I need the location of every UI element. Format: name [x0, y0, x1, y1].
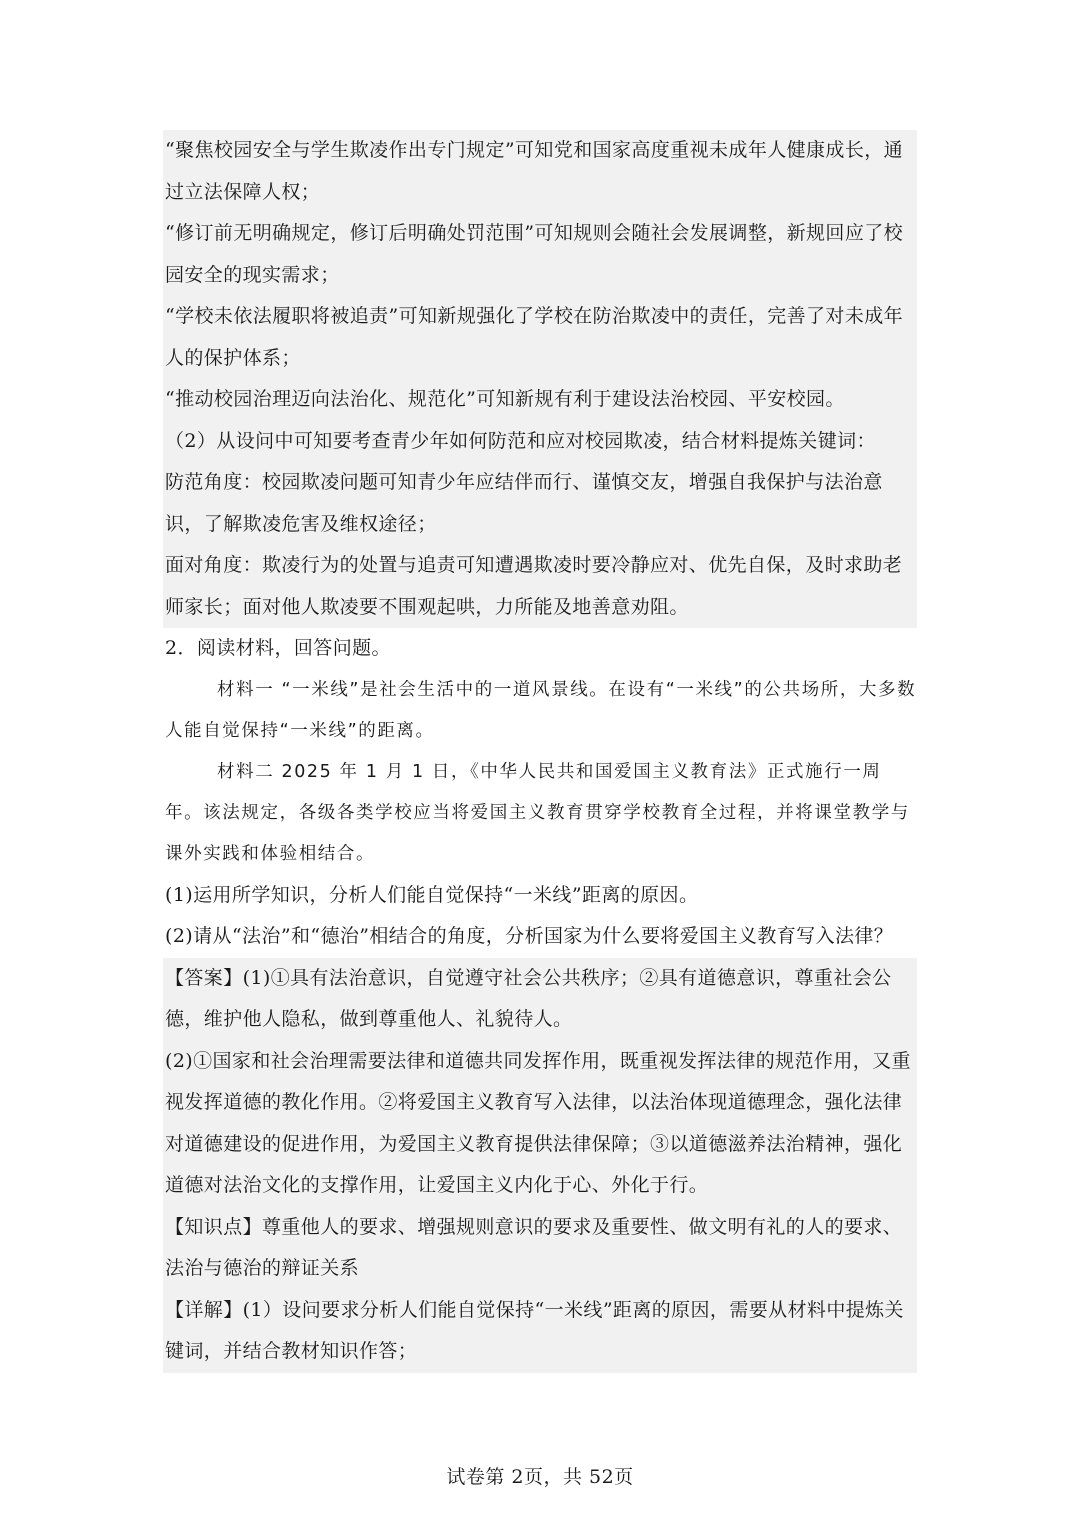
page-content [163, 130, 917, 1373]
analysis-paragraph: （2）从设问中可知要考查青少年如何防范和应对校园欺凌，结合材料提炼关键词： [165, 429, 876, 452]
knowledge-point-paragraph: 【知识点】尊重他人的要求、增强规则意识的要求及重要性、做文明有礼的人的要求、法治与德治的辩证关系 [165, 1215, 903, 1279]
question-2-part-2: (2)请从“法治”和“德治”相结合的角度，分析国家为什么要将爱国主义教育写入法律？ [165, 925, 894, 947]
material-2: 材料二 2025 年 1 月 1 日，《中华人民共和国爱国主义教育法》正式施行一周年。该法规定，各级各类学校应当将爱国主义教育贯穿学校教育全过程，并将课堂教学与课外实践和体验相结合。 [165, 761, 910, 864]
analysis-paragraph: 面对角度：欺凌行为的处置与追责可知遭遇欺凌时要冷静应对、优先自保，及时求助老师家长；面对他人欺凌要不围观起哄，力所能及地善意劝阻。 [165, 554, 903, 618]
material-1: 材料一 “一米线”是社会生活中的一道风景线。在设有“一米线”的公共场所，大多数人能自觉保持“一米线”的距离。 [165, 679, 917, 741]
answer-paragraph: 【答案】(1)①具有法治意识，自觉遵守社会公共秩序；②具有道德意识，尊重社会公德，维护他人隐私，做到尊重他人、礼貌待人。 [165, 966, 892, 1030]
answer-analysis-block-1 [163, 130, 917, 628]
analysis-paragraph: “修订前无明确规定，修订后明确处罚范围”可知规则会随社会发展调整，新规回应了校园安全的现实需求； [165, 222, 904, 286]
explanation-paragraph: 【详解】(1）设问要求分析人们能自觉保持“一米线”距离的原因，需要从材料中提炼关键词，并结合教材知识作答； [165, 1298, 904, 1362]
answer-analysis-block-2 [163, 958, 917, 1373]
answer-paragraph: (2)①国家和社会治理需要法律和道德共同发挥作用，既重视发挥法律的规范作用，又重视发挥道德的教化作用。②将爱国主义教育写入法律，以法治体现道德理念，强化法律对道德建设的促进作用，为爱国主义教育提供法律保障；③以道德滋养法治精神，强化道德对法治文化的支撑作用，让爱国主义内化于心、外化于行。 [165, 1049, 911, 1196]
question-2-part-1: (1)运用所学知识，分析人们能自觉保持“一米线”距离的原因。 [165, 883, 699, 906]
analysis-paragraph: “聚焦校园安全与学生欺凌作出专门规定”可知党和国家高度重视未成年人健康成长，通过立法保障人权； [165, 139, 904, 203]
analysis-paragraph: “学校未依法履职将被追责”可知新规强化了学校在防治欺凌中的责任，完善了对未成年人的保护体系； [165, 305, 904, 369]
question-2-title: 2．阅读材料，回答问题。 [165, 637, 391, 659]
analysis-paragraph: 防范角度：校园欺凌问题可知青少年应结伴而行、谨慎交友，增强自我保护与法治意识，了解欺凌危害及维权途径； [165, 471, 883, 535]
analysis-paragraph: “推动校园治理迈向法治化、规范化”可知新规有利于建设法治校园、平安校园。 [165, 388, 845, 410]
page-footer: 试卷第 2页，共 52页 [446, 1466, 634, 1488]
